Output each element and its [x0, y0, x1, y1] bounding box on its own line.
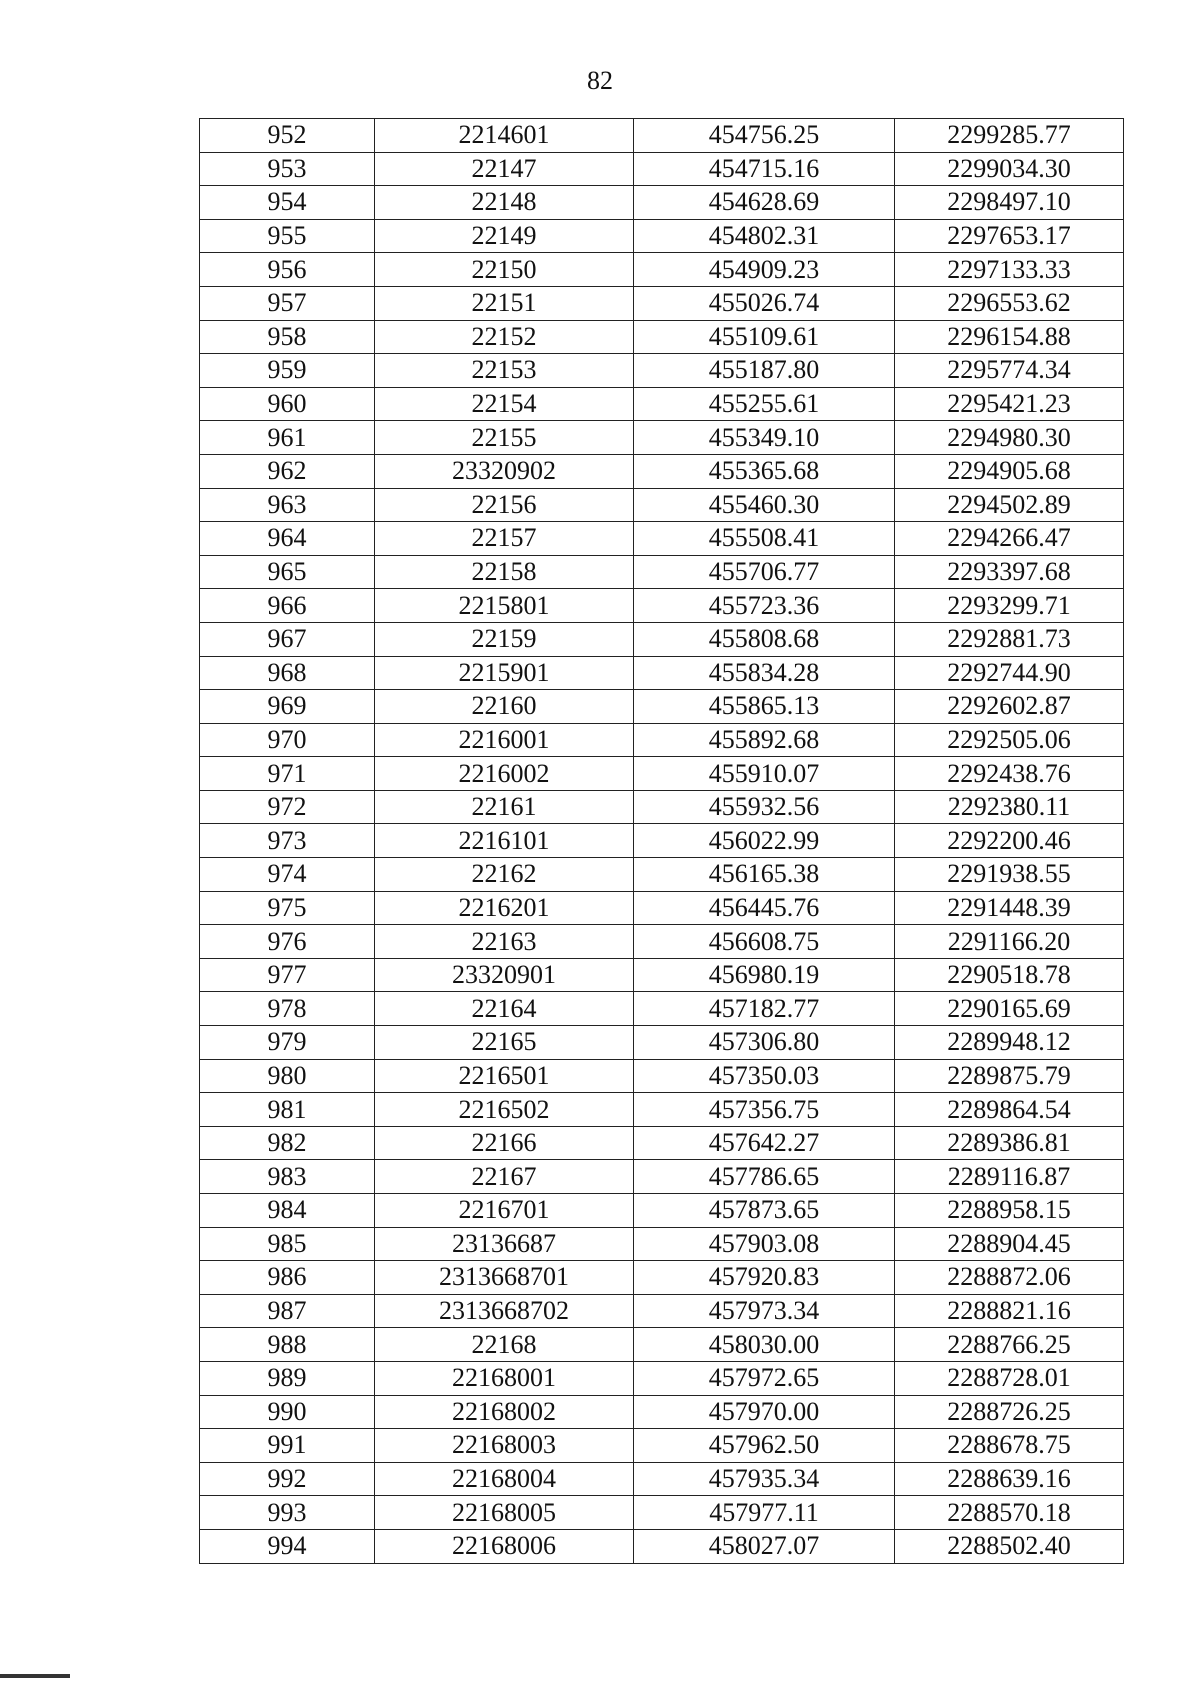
- table-row: [200, 454, 1124, 488]
- table-row: [200, 1496, 1124, 1530]
- table-row: [200, 656, 1124, 690]
- row-number-cell: 978: [200, 992, 375, 1026]
- x-coordinate-cell: 455932.56: [634, 790, 895, 824]
- x-coordinate-cell: 455808.68: [634, 622, 895, 656]
- x-coordinate-cell: 455255.61: [634, 387, 895, 421]
- coordinates-table: [199, 118, 1124, 1564]
- x-coordinate-cell: 454909.23: [634, 253, 895, 287]
- x-coordinate-cell: 454802.31: [634, 219, 895, 253]
- x-coordinate-cell: 457786.65: [634, 1160, 895, 1194]
- point-id-cell: 22151: [375, 286, 634, 320]
- row-number-cell: 960: [200, 387, 375, 421]
- row-number-cell: 965: [200, 555, 375, 589]
- row-number-cell: 970: [200, 723, 375, 757]
- point-id-cell: 22164: [375, 992, 634, 1026]
- footer-mark: [0, 1674, 70, 1678]
- table-row: [200, 1361, 1124, 1395]
- y-coordinate-cell: 2292380.11: [895, 790, 1124, 824]
- y-coordinate-cell: 2288570.18: [895, 1496, 1124, 1530]
- x-coordinate-cell: 455910.07: [634, 757, 895, 791]
- point-id-cell: 22163: [375, 925, 634, 959]
- row-number-cell: 961: [200, 421, 375, 455]
- table-row: [200, 925, 1124, 959]
- x-coordinate-cell: 457977.11: [634, 1496, 895, 1530]
- row-number-cell: 976: [200, 925, 375, 959]
- row-number-cell: 987: [200, 1294, 375, 1328]
- x-coordinate-cell: 455834.28: [634, 656, 895, 690]
- point-id-cell: 22168006: [375, 1529, 634, 1563]
- x-coordinate-cell: 456022.99: [634, 824, 895, 858]
- x-coordinate-cell: 454715.16: [634, 152, 895, 186]
- row-number-cell: 989: [200, 1361, 375, 1395]
- table-row: [200, 555, 1124, 589]
- table-row: [200, 1395, 1124, 1429]
- row-number-cell: 957: [200, 286, 375, 320]
- row-number-cell: 962: [200, 454, 375, 488]
- row-number-cell: 969: [200, 690, 375, 724]
- x-coordinate-cell: 455865.13: [634, 690, 895, 724]
- x-coordinate-cell: 454628.69: [634, 186, 895, 220]
- point-id-cell: 2313668702: [375, 1294, 634, 1328]
- point-id-cell: 22149: [375, 219, 634, 253]
- x-coordinate-cell: 457970.00: [634, 1395, 895, 1429]
- y-coordinate-cell: 2289386.81: [895, 1126, 1124, 1160]
- y-coordinate-cell: 2288639.16: [895, 1462, 1124, 1496]
- table-row: [200, 1227, 1124, 1261]
- x-coordinate-cell: 455109.61: [634, 320, 895, 354]
- row-number-cell: 967: [200, 622, 375, 656]
- x-coordinate-cell: 457356.75: [634, 1093, 895, 1127]
- y-coordinate-cell: 2295774.34: [895, 354, 1124, 388]
- row-number-cell: 990: [200, 1395, 375, 1429]
- table-row: [200, 1194, 1124, 1228]
- x-coordinate-cell: 457935.34: [634, 1462, 895, 1496]
- row-number-cell: 955: [200, 219, 375, 253]
- point-id-cell: 2216101: [375, 824, 634, 858]
- point-id-cell: 22155: [375, 421, 634, 455]
- row-number-cell: 994: [200, 1529, 375, 1563]
- row-number-cell: 979: [200, 1026, 375, 1060]
- x-coordinate-cell: 455026.74: [634, 286, 895, 320]
- point-id-cell: 22168005: [375, 1496, 634, 1530]
- y-coordinate-cell: 2292505.06: [895, 723, 1124, 757]
- y-coordinate-cell: 2288872.06: [895, 1261, 1124, 1295]
- table-row: [200, 958, 1124, 992]
- table-row: [200, 1059, 1124, 1093]
- x-coordinate-cell: 455892.68: [634, 723, 895, 757]
- row-number-cell: 973: [200, 824, 375, 858]
- y-coordinate-cell: 2299285.77: [895, 119, 1124, 153]
- table-row: [200, 320, 1124, 354]
- point-id-cell: 23320902: [375, 454, 634, 488]
- table-row: [200, 522, 1124, 556]
- point-id-cell: 22167: [375, 1160, 634, 1194]
- table-row: [200, 757, 1124, 791]
- table-row: [200, 286, 1124, 320]
- row-number-cell: 986: [200, 1261, 375, 1295]
- y-coordinate-cell: 2297133.33: [895, 253, 1124, 287]
- table-row: [200, 1261, 1124, 1295]
- row-number-cell: 993: [200, 1496, 375, 1530]
- x-coordinate-cell: 458027.07: [634, 1529, 895, 1563]
- table-row: [200, 1529, 1124, 1563]
- x-coordinate-cell: 457873.65: [634, 1194, 895, 1228]
- x-coordinate-cell: 457920.83: [634, 1261, 895, 1295]
- coordinates-table-body: [200, 119, 1124, 1564]
- table-row: [200, 622, 1124, 656]
- y-coordinate-cell: 2299034.30: [895, 152, 1124, 186]
- row-number-cell: 966: [200, 589, 375, 623]
- row-number-cell: 992: [200, 1462, 375, 1496]
- y-coordinate-cell: 2293397.68: [895, 555, 1124, 589]
- point-id-cell: 23136687: [375, 1227, 634, 1261]
- y-coordinate-cell: 2290165.69: [895, 992, 1124, 1026]
- table-row: [200, 219, 1124, 253]
- point-id-cell: 22168003: [375, 1429, 634, 1463]
- row-number-cell: 954: [200, 186, 375, 220]
- table-row: [200, 589, 1124, 623]
- y-coordinate-cell: 2290518.78: [895, 958, 1124, 992]
- point-id-cell: 2216001: [375, 723, 634, 757]
- row-number-cell: 980: [200, 1059, 375, 1093]
- point-id-cell: 2215801: [375, 589, 634, 623]
- point-id-cell: 2216701: [375, 1194, 634, 1228]
- x-coordinate-cell: 456980.19: [634, 958, 895, 992]
- y-coordinate-cell: 2294980.30: [895, 421, 1124, 455]
- y-coordinate-cell: 2288502.40: [895, 1529, 1124, 1563]
- x-coordinate-cell: 457962.50: [634, 1429, 895, 1463]
- y-coordinate-cell: 2289864.54: [895, 1093, 1124, 1127]
- table-row: [200, 1026, 1124, 1060]
- point-id-cell: 22161: [375, 790, 634, 824]
- table-row: [200, 1093, 1124, 1127]
- point-id-cell: 22152: [375, 320, 634, 354]
- y-coordinate-cell: 2289948.12: [895, 1026, 1124, 1060]
- x-coordinate-cell: 456608.75: [634, 925, 895, 959]
- table-row: [200, 488, 1124, 522]
- y-coordinate-cell: 2292881.73: [895, 622, 1124, 656]
- row-number-cell: 983: [200, 1160, 375, 1194]
- table-row: [200, 186, 1124, 220]
- table-row: [200, 253, 1124, 287]
- y-coordinate-cell: 2292602.87: [895, 690, 1124, 724]
- y-coordinate-cell: 2292438.76: [895, 757, 1124, 791]
- y-coordinate-cell: 2288726.25: [895, 1395, 1124, 1429]
- table-row: [200, 354, 1124, 388]
- y-coordinate-cell: 2297653.17: [895, 219, 1124, 253]
- point-id-cell: 2214601: [375, 119, 634, 153]
- row-number-cell: 968: [200, 656, 375, 690]
- point-id-cell: 2215901: [375, 656, 634, 690]
- point-id-cell: 2216201: [375, 891, 634, 925]
- row-number-cell: 985: [200, 1227, 375, 1261]
- page-number: 82: [587, 66, 613, 95]
- point-id-cell: 2216502: [375, 1093, 634, 1127]
- x-coordinate-cell: 456165.38: [634, 858, 895, 892]
- row-number-cell: 959: [200, 354, 375, 388]
- point-id-cell: 2216501: [375, 1059, 634, 1093]
- y-coordinate-cell: 2291938.55: [895, 858, 1124, 892]
- x-coordinate-cell: 455508.41: [634, 522, 895, 556]
- point-id-cell: 2216002: [375, 757, 634, 791]
- y-coordinate-cell: 2289875.79: [895, 1059, 1124, 1093]
- point-id-cell: 22156: [375, 488, 634, 522]
- point-id-cell: 22166: [375, 1126, 634, 1160]
- point-id-cell: 22153: [375, 354, 634, 388]
- point-id-cell: 23320901: [375, 958, 634, 992]
- y-coordinate-cell: 2292744.90: [895, 656, 1124, 690]
- table-row: [200, 1462, 1124, 1496]
- x-coordinate-cell: 457903.08: [634, 1227, 895, 1261]
- table-row: [200, 1294, 1124, 1328]
- y-coordinate-cell: 2295421.23: [895, 387, 1124, 421]
- row-number-cell: 952: [200, 119, 375, 153]
- point-id-cell: 22165: [375, 1026, 634, 1060]
- y-coordinate-cell: 2289116.87: [895, 1160, 1124, 1194]
- y-coordinate-cell: 2293299.71: [895, 589, 1124, 623]
- table-row: [200, 992, 1124, 1026]
- table-row: [200, 119, 1124, 153]
- x-coordinate-cell: 457306.80: [634, 1026, 895, 1060]
- point-id-cell: 22148: [375, 186, 634, 220]
- table-row: [200, 824, 1124, 858]
- table-row: [200, 421, 1124, 455]
- point-id-cell: 22168001: [375, 1361, 634, 1395]
- row-number-cell: 958: [200, 320, 375, 354]
- y-coordinate-cell: 2291448.39: [895, 891, 1124, 925]
- row-number-cell: 953: [200, 152, 375, 186]
- y-coordinate-cell: 2288728.01: [895, 1361, 1124, 1395]
- row-number-cell: 963: [200, 488, 375, 522]
- x-coordinate-cell: 457182.77: [634, 992, 895, 1026]
- point-id-cell: 22147: [375, 152, 634, 186]
- x-coordinate-cell: 454756.25: [634, 119, 895, 153]
- row-number-cell: 964: [200, 522, 375, 556]
- point-id-cell: 22168: [375, 1328, 634, 1362]
- row-number-cell: 984: [200, 1194, 375, 1228]
- table-row: [200, 723, 1124, 757]
- x-coordinate-cell: 458030.00: [634, 1328, 895, 1362]
- row-number-cell: 988: [200, 1328, 375, 1362]
- table-row: [200, 858, 1124, 892]
- row-number-cell: 982: [200, 1126, 375, 1160]
- row-number-cell: 972: [200, 790, 375, 824]
- y-coordinate-cell: 2292200.46: [895, 824, 1124, 858]
- point-id-cell: 22159: [375, 622, 634, 656]
- row-number-cell: 981: [200, 1093, 375, 1127]
- y-coordinate-cell: 2294502.89: [895, 488, 1124, 522]
- x-coordinate-cell: 455460.30: [634, 488, 895, 522]
- x-coordinate-cell: 457972.65: [634, 1361, 895, 1395]
- y-coordinate-cell: 2288766.25: [895, 1328, 1124, 1362]
- row-number-cell: 956: [200, 253, 375, 287]
- point-id-cell: 22150: [375, 253, 634, 287]
- y-coordinate-cell: 2288904.45: [895, 1227, 1124, 1261]
- point-id-cell: 22162: [375, 858, 634, 892]
- row-number-cell: 991: [200, 1429, 375, 1463]
- table-row: [200, 1429, 1124, 1463]
- point-id-cell: 22154: [375, 387, 634, 421]
- y-coordinate-cell: 2296553.62: [895, 286, 1124, 320]
- point-id-cell: 22168004: [375, 1462, 634, 1496]
- point-id-cell: 22157: [375, 522, 634, 556]
- x-coordinate-cell: 455187.80: [634, 354, 895, 388]
- table-row: [200, 1126, 1124, 1160]
- table-row: [200, 891, 1124, 925]
- x-coordinate-cell: 457350.03: [634, 1059, 895, 1093]
- point-id-cell: 22160: [375, 690, 634, 724]
- x-coordinate-cell: 455723.36: [634, 589, 895, 623]
- row-number-cell: 975: [200, 891, 375, 925]
- y-coordinate-cell: 2294905.68: [895, 454, 1124, 488]
- x-coordinate-cell: 455365.68: [634, 454, 895, 488]
- table-row: [200, 1328, 1124, 1362]
- point-id-cell: 22158: [375, 555, 634, 589]
- x-coordinate-cell: 456445.76: [634, 891, 895, 925]
- y-coordinate-cell: 2288678.75: [895, 1429, 1124, 1463]
- table-row: [200, 152, 1124, 186]
- row-number-cell: 974: [200, 858, 375, 892]
- y-coordinate-cell: 2298497.10: [895, 186, 1124, 220]
- y-coordinate-cell: 2296154.88: [895, 320, 1124, 354]
- table-row: [200, 1160, 1124, 1194]
- row-number-cell: 977: [200, 958, 375, 992]
- x-coordinate-cell: 457642.27: [634, 1126, 895, 1160]
- x-coordinate-cell: 455706.77: [634, 555, 895, 589]
- x-coordinate-cell: 455349.10: [634, 421, 895, 455]
- table-row: [200, 690, 1124, 724]
- x-coordinate-cell: 457973.34: [634, 1294, 895, 1328]
- table-row: [200, 387, 1124, 421]
- point-id-cell: 22168002: [375, 1395, 634, 1429]
- y-coordinate-cell: 2288821.16: [895, 1294, 1124, 1328]
- y-coordinate-cell: 2291166.20: [895, 925, 1124, 959]
- point-id-cell: 2313668701: [375, 1261, 634, 1295]
- y-coordinate-cell: 2288958.15: [895, 1194, 1124, 1228]
- row-number-cell: 971: [200, 757, 375, 791]
- y-coordinate-cell: 2294266.47: [895, 522, 1124, 556]
- table-row: [200, 790, 1124, 824]
